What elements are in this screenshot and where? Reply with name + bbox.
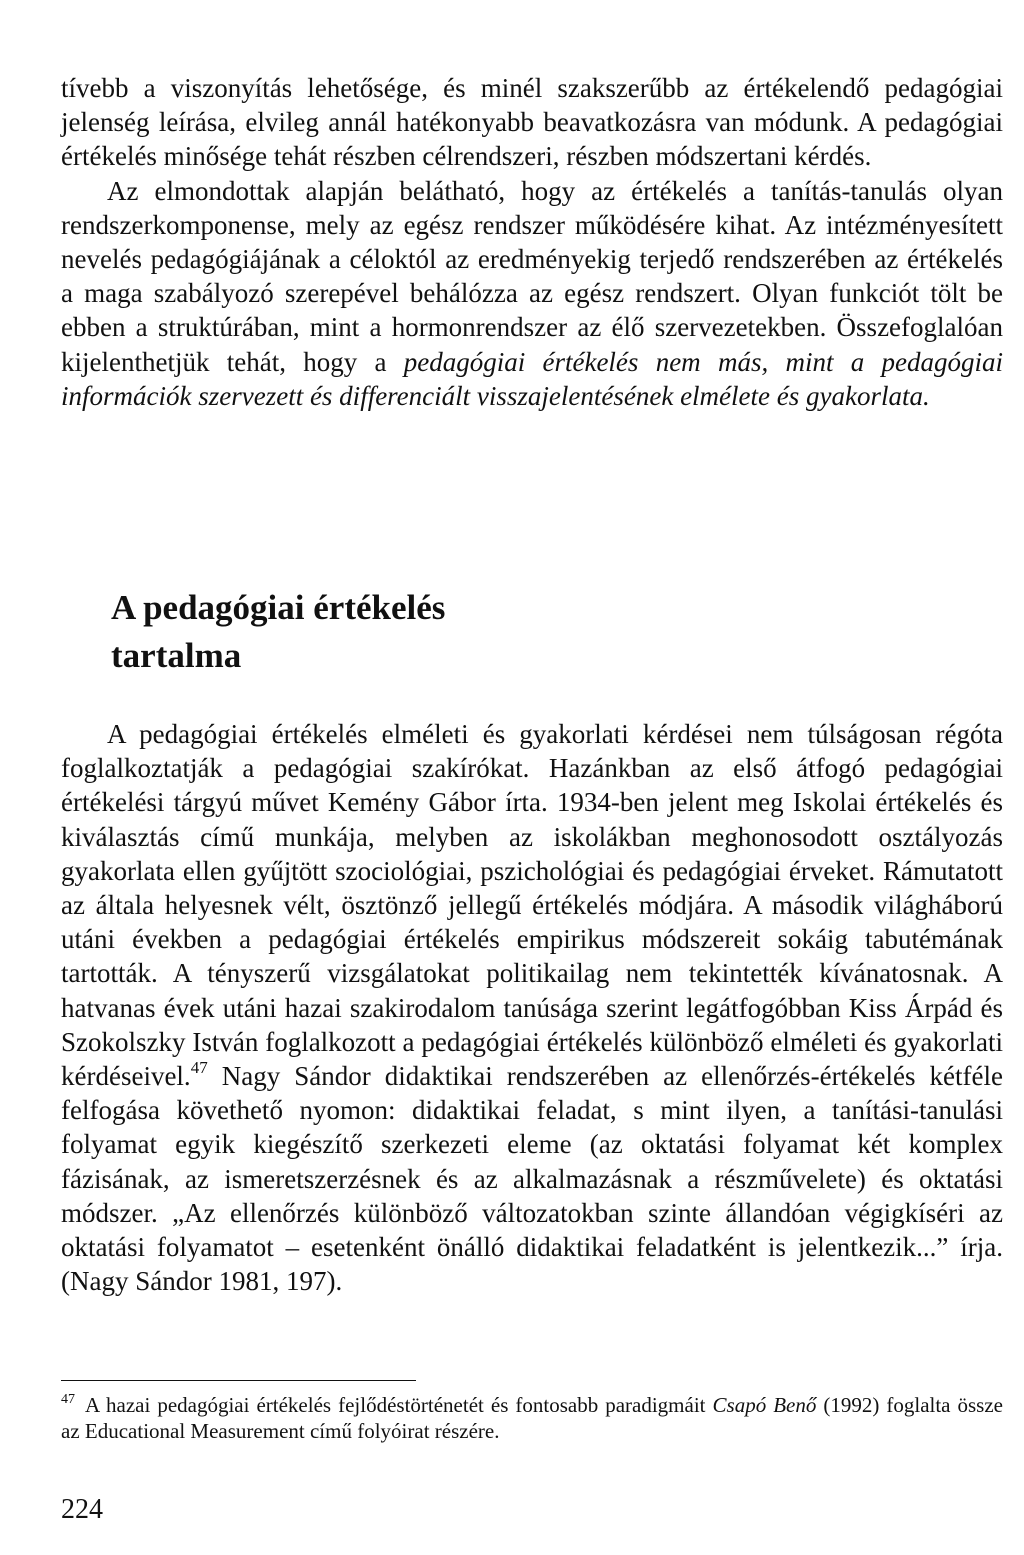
paragraph-continued: tívebb a viszonyítás lehetősége, és minél szakszerűbb az értékelendő pedagógiai jelenség leírása, elvileg annál hatékonyabb beavatkozásra van módunk. A pedagógiai értékelés minősége tehát részben célrendszeri, részben módszertani kérdés. <box>61 73 1003 172</box>
paragraph-text-before-note: A pedagógiai értékelés elméleti és gyakorlati kérdései nem túlságosan régóta foglalkoztatják a pedagógiai szakírókat. Hazánkban az első átfogó pedagógiai értékelési tárgyú művet Kemény Gábor írta. 1934-ben jelent meg Iskolai értékelés és kiválasztás című munkája, melyben az iskolákban meghonosodott osztályozás gyakorlata ellen gyűjtött szociológiai, pszichológiai és pedagógiai érveket. Rámutatott az általa helyesnek vélt, ösztönző jellegű értékelés módjára. A második világháború utáni években a pedagógiai értékelés empirikus módszereit sokáig tabutémának tartották. A tényszerű vizsgálatokat politikailag nem tekintették kívánatosnak. A hatvanas évek utáni hazai szakirodalom tanúsága szerint legátfogóbban Kiss Árpád és Szokolszky István foglalkozott a pedagógiai értékelés különböző elméleti és gyakorlati kérdéseivel. <box>61 719 1003 1092</box>
heading-line-1: A pedagógiai értékelés <box>111 588 446 627</box>
body-text-section <box>61 717 1003 1298</box>
paragraph-text-after-note: Nagy Sándor didaktikai rendszerében az ellenőrzés-értékelés kétféle felfogása követhető nyomon: didaktikai feladat, s mint ilyen, a tanítási-tanulási folyamat egyik kiegészítő szerkezeti eleme (az oktatási folyamat két komplex fázisának, az ismeretszerzésnek és az alkalmazásnak a részművelete) és oktatási módszer. „Az ellenőrzés különböző változatokban szinte állandóan végigkíséri az oktatási folyamatot – esetenként önálló didaktikai feladatként is jelentkezik...” írja. (Nagy Sándor 1981, 197). <box>61 1061 1003 1297</box>
heading-line-2: tartalma <box>111 636 242 675</box>
paragraph-text: Az elmondottak alapján belátható, hogy az értékelés a tanítás-tanulás olyan rendszerkomponense, mely az egész rendszer működésére kihat. Az intézményesített nevelés pedagógiájának a céloktól az eredményekig terjedő rendszerében az értékelés a maga szabályozó szerepével behálózza az egész rendszert. Olyan funkciót tölt be ebben a struktúrában, mint a hormonrendszer az élő szervezetekben. Összefoglalóan kijelenthetjük tehát, hogy a <box>61 175 1003 377</box>
page-number: 224 <box>61 1494 103 1525</box>
footnote-text-after: (1992) foglalta össze az Educational Measurement című folyóirat részére. <box>61 1393 1003 1443</box>
section-heading <box>111 584 811 680</box>
footnote-47 <box>61 1392 1003 1444</box>
body-text-top <box>61 71 1003 413</box>
footnote-author: Csapó Benő <box>712 1393 817 1417</box>
footnote-reference[interactable]: 47 <box>190 1058 208 1078</box>
footnote-separator <box>61 1380 416 1381</box>
paragraph-section-content <box>61 717 1003 1298</box>
definition-italic: pedagógiai értékelés nem más, mint a pedagógiai információk szervezett és differenciált visszajelentésének elmélete és gyakorlata. <box>61 346 1003 411</box>
footnote-marker: 47 <box>61 1392 75 1407</box>
paragraph-system-component <box>61 174 1003 413</box>
footnote-text-before: A hazai pedagógiai értékelés fejlődéstörténetét és fontosabb paradigmáit <box>85 1393 713 1417</box>
